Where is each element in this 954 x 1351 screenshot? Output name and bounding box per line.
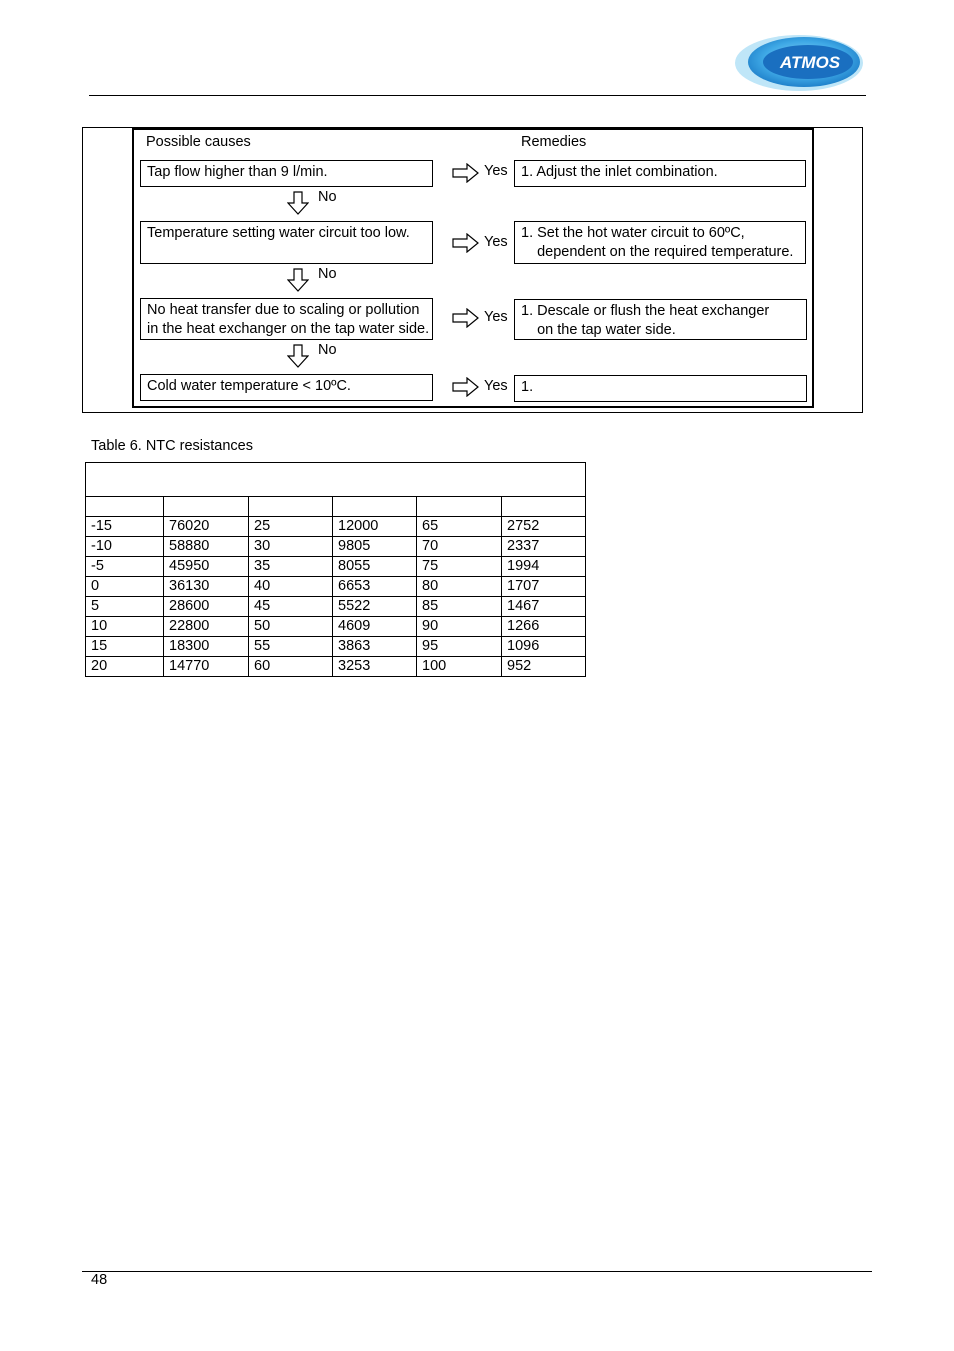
table-cell: 2752 xyxy=(502,517,586,537)
table-cell: 36130 xyxy=(164,577,249,597)
table-row xyxy=(86,597,586,617)
cause-box: Tap flow higher than 9 l/min. xyxy=(140,160,433,187)
table-row xyxy=(86,657,586,677)
down-arrow-icon xyxy=(287,268,309,297)
right-arrow-icon xyxy=(452,163,480,188)
table-cell: 80 xyxy=(417,577,502,597)
table-cell: 3863 xyxy=(333,637,417,657)
table-cell xyxy=(86,463,586,497)
remedy-box: 1. xyxy=(514,375,807,402)
table-cell xyxy=(86,497,164,517)
yes-label: Yes xyxy=(484,163,508,179)
table-cell: 5522 xyxy=(333,597,417,617)
table-cell: 70 xyxy=(417,537,502,557)
table-cell: 35 xyxy=(249,557,333,577)
table-cell: 25 xyxy=(249,517,333,537)
table-row xyxy=(86,557,586,577)
no-label: No xyxy=(318,266,337,282)
cause-box: No heat transfer due to scaling or pollution in the heat exchanger on the tap water side. xyxy=(140,298,433,340)
table-cell: 1266 xyxy=(502,617,586,637)
table-cell: 1707 xyxy=(502,577,586,597)
table-cell: 3253 xyxy=(333,657,417,677)
table-row xyxy=(86,577,586,597)
down-arrow-icon xyxy=(287,191,309,220)
table-cell: 4609 xyxy=(333,617,417,637)
table-cell: 12000 xyxy=(333,517,417,537)
remedy-box: 1. Adjust the inlet combination. xyxy=(514,160,806,187)
table-cell: 1096 xyxy=(502,637,586,657)
table-cell: -5 xyxy=(86,557,164,577)
table-cell: 55 xyxy=(249,637,333,657)
table-cell: 75 xyxy=(417,557,502,577)
table-cell: 60 xyxy=(249,657,333,677)
table-cell xyxy=(249,497,333,517)
right-arrow-icon xyxy=(452,233,480,258)
table-cell: 18300 xyxy=(164,637,249,657)
table-cell: 6653 xyxy=(333,577,417,597)
table-cell: 100 xyxy=(417,657,502,677)
yes-label: Yes xyxy=(484,234,508,250)
table-cell: -15 xyxy=(86,517,164,537)
remedy-box: 1. Descale or flush the heat exchanger on the tap water side. xyxy=(514,299,807,340)
table-cell: 20 xyxy=(86,657,164,677)
cause-box: Temperature setting water circuit too low. xyxy=(140,221,433,264)
table-title-row xyxy=(86,463,586,497)
table-cell: 45 xyxy=(249,597,333,617)
down-arrow-icon xyxy=(287,344,309,373)
table-cell: 5 xyxy=(86,597,164,617)
table-cell: 0 xyxy=(86,577,164,597)
table-cell: 22800 xyxy=(164,617,249,637)
no-label: No xyxy=(318,189,337,205)
remedies-heading: Remedies xyxy=(521,134,587,150)
table-cell: 2337 xyxy=(502,537,586,557)
table-cell: 9805 xyxy=(333,537,417,557)
table-cell xyxy=(333,497,417,517)
yes-label: Yes xyxy=(484,378,508,394)
right-arrow-icon xyxy=(452,377,480,402)
ntc-table xyxy=(85,462,586,677)
table-caption: Table 6. NTC resistances xyxy=(91,438,253,454)
table-cell: 76020 xyxy=(164,517,249,537)
table-cell: 40 xyxy=(249,577,333,597)
table-cell: 1994 xyxy=(502,557,586,577)
table-cell: 28600 xyxy=(164,597,249,617)
header-rule xyxy=(89,95,866,96)
atmos-logo xyxy=(734,34,864,92)
table-cell: 15 xyxy=(86,637,164,657)
table-cell xyxy=(502,497,586,517)
table-cell: 45950 xyxy=(164,557,249,577)
table-row xyxy=(86,637,586,657)
table-row xyxy=(86,617,586,637)
table-cell: 85 xyxy=(417,597,502,617)
table-cell: 10 xyxy=(86,617,164,637)
possible-causes-heading: Possible causes xyxy=(146,134,251,150)
table-cell xyxy=(417,497,502,517)
table-header-row xyxy=(86,497,586,517)
svg-text:ATMOS: ATMOS xyxy=(779,53,841,72)
cause-box: Cold water temperature < 10ºC. xyxy=(140,374,433,401)
no-label: No xyxy=(318,342,337,358)
table-cell: 952 xyxy=(502,657,586,677)
table-cell: 30 xyxy=(249,537,333,557)
table-cell: 90 xyxy=(417,617,502,637)
table-row xyxy=(86,517,586,537)
right-arrow-icon xyxy=(452,308,480,333)
table-row xyxy=(86,537,586,557)
table-cell: 95 xyxy=(417,637,502,657)
table-cell: 50 xyxy=(249,617,333,637)
remedy-box: 1. Set the hot water circuit to 60ºC, dependent on the required temperature. xyxy=(514,221,806,264)
table-cell: 58880 xyxy=(164,537,249,557)
yes-label: Yes xyxy=(484,309,508,325)
table-cell: -10 xyxy=(86,537,164,557)
table-cell xyxy=(164,497,249,517)
table-cell: 8055 xyxy=(333,557,417,577)
page-number: 48 xyxy=(91,1272,108,1288)
footer-rule xyxy=(82,1271,872,1272)
table-cell: 1467 xyxy=(502,597,586,617)
table-cell: 14770 xyxy=(164,657,249,677)
table-cell: 65 xyxy=(417,517,502,537)
